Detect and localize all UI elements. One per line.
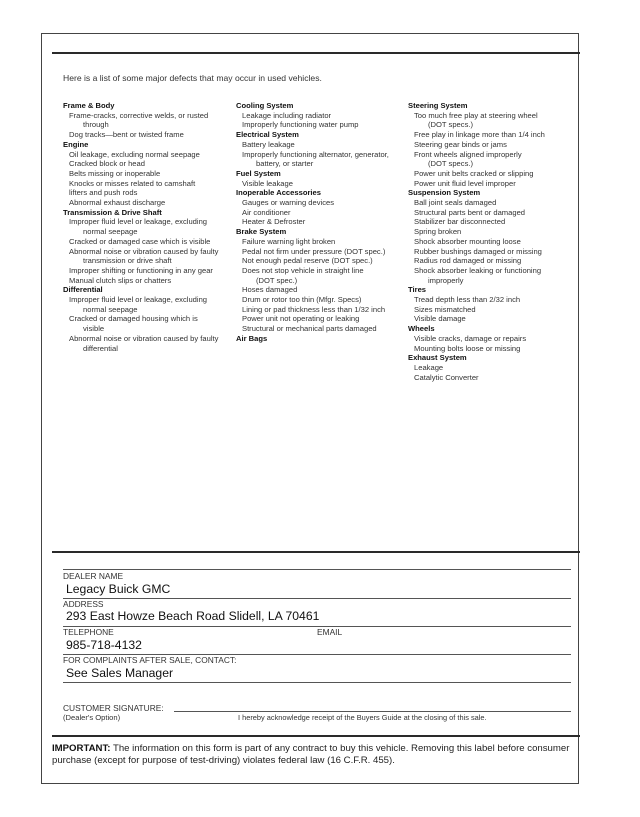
important-label: IMPORTANT:	[52, 743, 111, 754]
defect-section-title: Wheels	[408, 324, 435, 334]
defect-item	[408, 198, 578, 208]
defect-section-title: Engine	[63, 139, 89, 149]
important-notice	[52, 743, 578, 767]
defect-item-text: Structural or mechanical parts damaged	[242, 324, 377, 334]
defect-item-continuation: (DOT spec.)	[256, 275, 298, 285]
defect-item-text: Hoses damaged	[242, 285, 298, 295]
defect-item-text: Air conditioner	[242, 207, 291, 217]
defect-item	[236, 285, 406, 295]
defect-item-text: Catalytic Converter	[414, 372, 479, 382]
defect-item	[408, 305, 578, 315]
defect-section-title: Fuel System	[236, 168, 281, 178]
defect-item-continuation: through	[83, 120, 109, 130]
defect-item-text: Frame-cracks, corrective welds, or rusted	[69, 110, 209, 120]
defect-item	[408, 179, 578, 189]
defect-item	[236, 324, 406, 334]
defect-item	[236, 111, 406, 121]
address-value: 293 East Howze Beach Road Slidell, LA 70461	[66, 609, 320, 623]
defect-item-text: Power unit belts cracked or slipping	[414, 168, 534, 178]
defect-item-text: Too much free play at steering wheel	[414, 110, 538, 120]
middle-rule	[52, 551, 580, 553]
defect-item	[408, 140, 578, 150]
defect-item-text: Rubber bushings damaged or missing	[414, 246, 542, 256]
defect-item-text: Heater & Defroster	[242, 217, 306, 227]
defect-item-continuation: improperly	[428, 275, 464, 285]
defect-item-text: Front wheels aligned improperly	[414, 149, 522, 159]
defect-item	[236, 140, 406, 150]
defect-item	[63, 314, 233, 333]
defect-item-text: Lining or pad thickness less than 1/32 inch	[242, 304, 386, 314]
defect-item-text: Free play in linkage more than 1/4 inch	[414, 130, 545, 140]
defect-item-text: Improper shifting or functioning in any gear	[69, 265, 213, 275]
defect-item	[236, 256, 406, 266]
defect-item	[63, 188, 233, 198]
defect-item	[63, 217, 233, 236]
dealer-name-top-line	[63, 569, 571, 570]
defect-item-text: Oil leakage, excluding normal seepage	[69, 149, 200, 159]
defect-item-text: Leakage	[414, 362, 444, 372]
defect-item	[408, 150, 578, 169]
dealers-option-note: (Dealer's Option)	[63, 713, 121, 722]
defect-item-text: Knocks or misses related to camshaft	[69, 178, 196, 188]
defect-item-text: Drum or rotor too thin (Mfgr. Specs)	[242, 295, 362, 305]
defect-item-text: Improper fluid level or leakage, excluding	[69, 217, 208, 227]
dealer-name-line	[63, 598, 571, 599]
defect-section-title: Suspension System	[408, 188, 481, 198]
defect-item	[408, 247, 578, 257]
defect-item-text: Improper fluid level or leakage, excluding	[69, 295, 208, 305]
defect-item-text: Manual clutch slips or chatters	[69, 275, 172, 285]
defect-item-text: Cracked or damaged case which is visible	[69, 236, 211, 246]
defect-item-continuation: transmission or drive shaft	[83, 256, 172, 266]
customer-signature-line[interactable]	[174, 711, 571, 712]
defect-item	[236, 198, 406, 208]
defect-item	[236, 237, 406, 247]
defect-item	[408, 295, 578, 305]
defect-item	[236, 217, 406, 227]
defect-item-text: Visible cracks, damage or repairs	[414, 333, 527, 343]
defect-item	[408, 266, 578, 285]
defect-section-title: Cooling System	[236, 101, 294, 110]
defect-item-continuation: visible	[83, 324, 105, 334]
defect-item	[408, 314, 578, 324]
defect-item	[236, 247, 406, 257]
complaints-value: See Sales Manager	[66, 666, 174, 680]
defect-item-continuation: differential	[83, 343, 118, 353]
email-label: EMAIL	[317, 627, 343, 637]
defect-item-text: Failure warning light broken	[242, 236, 336, 246]
defect-item-text: Abnormal exhaust discharge	[69, 198, 166, 208]
defect-item-continuation: (DOT specs.)	[428, 159, 474, 169]
defects-column-3	[408, 101, 578, 382]
defect-item	[236, 314, 406, 324]
defect-item	[408, 227, 578, 237]
defect-item-text: Shock absorber leaking or functioning	[414, 265, 542, 275]
defect-item-text: Gauges or warning devices	[242, 198, 335, 208]
customer-signature-label: CUSTOMER SIGNATURE:	[63, 703, 164, 713]
defect-item	[236, 179, 406, 189]
defect-item-text: Mounting bolts loose or missing	[414, 343, 521, 353]
defect-item-continuation: (DOT specs.)	[428, 120, 474, 130]
defect-item-text: Improperly functioning water pump	[242, 120, 359, 130]
defect-item-text: Belts missing or inoperable	[69, 168, 161, 178]
complaints-label: FOR COMPLAINTS AFTER SALE, CONTACT:	[63, 655, 237, 665]
defect-section-title: Transmission & Drive Shaft	[63, 207, 162, 217]
defect-item-text: Structural parts bent or damaged	[414, 207, 526, 217]
defect-item	[63, 130, 233, 140]
defect-item-text: Improperly functioning alternator, generator,	[242, 149, 389, 159]
defect-section-title: Inoperable Accessories	[236, 188, 321, 198]
defect-item	[408, 344, 578, 354]
defects-intro: Here is a list of some major defects that may occur in used vehicles.	[63, 73, 322, 83]
top-rule	[52, 52, 580, 54]
defect-item	[63, 150, 233, 160]
defect-item-continuation: battery, or starter	[256, 159, 314, 169]
defect-item-text: Dog tracks—bent or twisted frame	[69, 130, 184, 140]
defect-item-text: Power unit fluid level improper	[414, 178, 516, 188]
defect-item-text: Power unit not operating or leaking	[242, 314, 360, 324]
defect-item	[408, 237, 578, 247]
defect-item-text: Tread depth less than 2/32 inch	[414, 295, 521, 305]
telephone-value: 985-718-4132	[66, 638, 142, 652]
defect-item	[63, 198, 233, 208]
defect-item-text: Pedal not firm under pressure (DOT spec.)	[242, 246, 386, 256]
defect-item-text: Visible leakage	[242, 178, 293, 188]
defect-item-text: Cracked or damaged housing which is	[69, 314, 198, 324]
important-text: The information on this form is part of any contract to buy this vehicle. Removing this label before consumer purchase (except for purpose of test-driving) violates federal law (16 C.F.R. 455).	[52, 743, 570, 766]
defect-item-text: Does not stop vehicle in straight line	[242, 265, 364, 275]
defect-item	[63, 295, 233, 314]
defect-item-text: Stabilizer bar disconnected	[414, 217, 506, 227]
defect-item	[408, 334, 578, 344]
defect-item	[236, 295, 406, 305]
defect-item-text: Sizes mismatched	[414, 304, 476, 314]
bottom-rule	[52, 735, 580, 737]
defect-item	[408, 363, 578, 373]
defect-item-continuation: normal seepage	[83, 227, 138, 237]
defects-column-1	[63, 101, 233, 353]
defect-section-title: Frame & Body	[63, 101, 115, 110]
defect-item-text: Radius rod damaged or missing	[414, 256, 522, 266]
defect-item-text: Shock absorber mounting loose	[414, 236, 521, 246]
dealer-name-label: DEALER NAME	[63, 571, 124, 581]
defect-item	[408, 256, 578, 266]
defect-item-text: Steering gear binds or jams	[414, 139, 507, 149]
telephone-label: TELEPHONE	[63, 627, 114, 637]
defect-item	[63, 276, 233, 286]
defect-item-continuation: normal seepage	[83, 304, 138, 314]
defect-item	[408, 169, 578, 179]
defect-item-text: Leakage including radiator	[242, 110, 332, 120]
address-label: ADDRESS	[63, 599, 104, 609]
defect-item-text: Battery leakage	[242, 139, 295, 149]
defect-item	[63, 179, 233, 189]
defect-item	[236, 120, 406, 130]
defect-section-title: Air Bags	[236, 333, 268, 343]
defect-item-text: Not enough pedal reserve (DOT spec.)	[242, 256, 373, 266]
defect-item-text: Abnormal noise or vibration caused by faulty	[69, 333, 219, 343]
defect-item	[236, 150, 406, 169]
defect-item-text: Abnormal noise or vibration caused by faulty	[69, 246, 219, 256]
defect-section-title: Electrical System	[236, 130, 299, 140]
defect-item	[408, 111, 578, 130]
defect-item-text: Cracked block or head	[69, 159, 145, 169]
defect-item	[63, 111, 233, 130]
defect-item-text: Ball joint seals damaged	[414, 198, 497, 208]
defect-item	[408, 130, 578, 140]
acknowledgement-text: I hereby acknowledge receipt of the Buyers Guide at the closing of this sale.	[238, 713, 487, 722]
defect-section-title: Brake System	[236, 227, 287, 237]
defect-item	[236, 208, 406, 218]
defect-section-title: Differential	[63, 285, 103, 295]
defect-item	[408, 217, 578, 227]
defect-item	[63, 159, 233, 169]
defect-section-title: Exhaust System	[408, 353, 467, 363]
defect-item-text: lifters and push rods	[69, 188, 138, 198]
defect-item	[63, 169, 233, 179]
defect-item	[63, 266, 233, 276]
defect-item	[236, 266, 406, 285]
defect-item-text: Spring broken	[414, 227, 462, 237]
defect-section-title: Steering System	[408, 101, 468, 110]
defects-column-2	[236, 101, 406, 344]
defect-item	[236, 305, 406, 315]
defect-item-text: Visible damage	[414, 314, 466, 324]
defect-item	[63, 334, 233, 353]
defect-section-title: Tires	[408, 285, 427, 295]
dealer-name-value: Legacy Buick GMC	[66, 582, 171, 596]
defect-item	[63, 237, 233, 247]
defect-item	[63, 247, 233, 266]
complaints-line	[63, 682, 571, 683]
defect-item	[408, 208, 578, 218]
defect-item	[408, 373, 578, 383]
